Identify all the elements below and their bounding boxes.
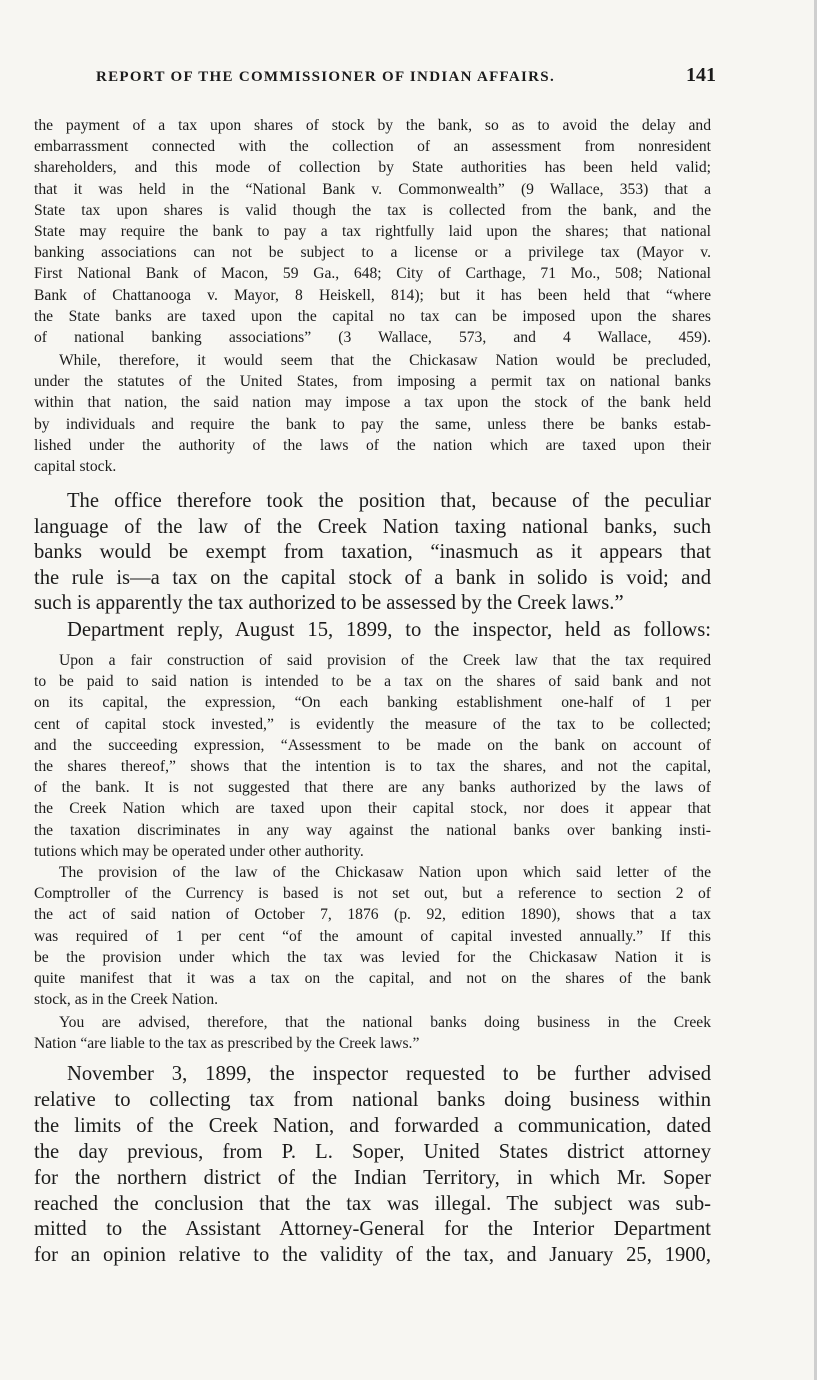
text-line: shareholders, and this mode of collection by State authorities has been held valid; — [34, 159, 711, 177]
header-title: REPORT OF THE COMMISSIONER OF INDIAN AFFAIRS. — [96, 69, 555, 85]
paragraph-november-request — [34, 1062, 711, 1269]
text-line: for the northern district of the Indian Territory, in which Mr. Soper — [34, 1166, 711, 1189]
text-line: While, therefore, it would seem that the Chickasaw Nation would be precluded, — [58, 352, 711, 369]
text-line: and the succeeding expression, “Assessment to be made on the bank on account of — [34, 736, 711, 754]
text-line: the day previous, from P. L. Soper, United States district attorney — [34, 1140, 711, 1163]
text-line: banking associations can not be subject to a license or a privilege tax (Mayor v. — [34, 244, 711, 262]
paragraph-office-position — [34, 489, 711, 617]
text-line: First National Bank of Macon, 59 Ga., 648; City of Carthage, 71 Mo., 508; National — [34, 265, 711, 283]
text-line: the shares thereof,” shows that the intention is to tax the shares, and not the capital, — [34, 758, 711, 776]
text-line: Bank of Chattanooga v. Mayor, 8 Heiskell, 814); but it has been held that “where — [34, 286, 711, 304]
text-line: Nation “are liable to the tax as prescribed by the Creek laws.” — [34, 1035, 420, 1053]
text-line: Upon a fair construction of said provision of the Creek law that the tax required — [58, 652, 711, 669]
text-line: within that nation, the said nation may impose a tax upon the stock of the bank held — [34, 394, 711, 412]
quote-advice — [34, 1012, 711, 1054]
text-line: State tax upon shares is valid though the tax is collected from the bank, and the — [34, 201, 711, 219]
text-line: banks would be exempt from taxation, “inasmuch as it appears that — [34, 541, 711, 564]
text-line: to be paid to said nation is intended to be a tax on the shares of said bank and not — [34, 673, 711, 691]
text-line: November 3, 1899, the inspector requested to be further advised — [66, 1063, 711, 1085]
text-line: quite manifest that it was a tax on the capital, and not on the shares of the bank — [34, 970, 711, 988]
text-line: reached the conclusion that the tax was illegal. The subject was sub- — [34, 1192, 711, 1215]
text-line: the payment of a tax upon shares of stock by the bank, so as to avoid the delay and — [34, 117, 711, 134]
text-line: language of the law of the Creek Nation taxing national banks, such — [34, 515, 711, 538]
text-line: Comptroller of the Currency is based is not set out, but a reference to section 2 of — [34, 885, 711, 903]
page-number: 141 — [686, 64, 716, 86]
text-line: for an opinion relative to the validity of the tax, and January 25, 1900, — [34, 1244, 711, 1267]
text-line: of national banking associations” (3 Wallace, 573, and 4 Wallace, 459). — [34, 329, 711, 347]
text-line: the Creek Nation which are taxed upon their capital stock, nor does it appear that — [34, 800, 711, 818]
text-line: The office therefore took the position that, because of the peculiar — [66, 490, 711, 512]
text-line: lished under the authority of the laws of the nation which are taxed upon their — [34, 436, 711, 454]
text-line: the taxation discriminates in any way against the national banks over banking insti- — [34, 821, 711, 839]
text-line: tutions which may be operated under other authority. — [34, 842, 364, 860]
paragraph-department-reply — [34, 618, 711, 644]
text-line: be the provision under which the tax was levied for the Chickasaw Nation it is — [34, 948, 711, 966]
text-line: embarrassment connected with the collection of an assessment from nonresident — [34, 138, 711, 156]
text-line: by individuals and require the bank to pay the same, unless there be banks estab- — [34, 415, 711, 433]
text-line: the limits of the Creek Nation, and forwarded a communication, dated — [34, 1114, 711, 1137]
text-line: Department reply, August 15, 1899, to the inspector, held as follows: — [66, 619, 711, 641]
text-line: State may require the bank to pay a tax rightfully laid upon the shares; that national — [34, 223, 711, 241]
running-header — [96, 64, 716, 87]
text-line: the act of said nation of October 7, 1876 (p. 92, edition 1890), shows that a tax — [34, 906, 711, 924]
text-line: that it was held in the “National Bank v. Commonwealth” (9 Wallace, 353) that a — [34, 180, 711, 198]
text-line: relative to collecting tax from national banks doing business within — [34, 1088, 711, 1111]
paragraph-bank-tax-precedents — [34, 115, 711, 348]
quote-creek-law-construction — [34, 650, 711, 862]
text-line: cent of capital stock invested,” is evidently the measure of the tax to be collected; — [34, 715, 711, 733]
paragraph-chickasaw-nation — [34, 350, 711, 477]
text-line: the State banks are taxed upon the capital no tax can be imposed upon the shares — [34, 307, 711, 325]
text-line: mitted to the Assistant Attorney-General for the Interior Department — [34, 1218, 711, 1241]
text-line: on its capital, the expression, “On each banking establishment one-half of 1 per — [34, 694, 711, 712]
text-line: stock, as in the Creek Nation. — [34, 991, 219, 1009]
text-line: the rule is—a tax on the capital stock of a bank in solido is void; and — [34, 566, 711, 589]
text-line: capital stock. — [34, 458, 117, 476]
text-line: was required of 1 per cent “of the amount of capital invested annually.” If this — [34, 927, 711, 945]
quote-chickasaw-provision — [34, 862, 711, 1010]
text-line: of the bank. It is not suggested that there are any banks authorized by the laws of — [34, 779, 711, 797]
text-line: such is apparently the tax authorized to be assessed by the Creek laws.” — [34, 592, 624, 615]
text-line: You are advised, therefore, that the national banks doing business in the Creek — [58, 1014, 711, 1031]
text-line: under the statutes of the United States, from imposing a permit tax on national banks — [34, 373, 711, 391]
text-line: The provision of the law of the Chickasaw Nation upon which said letter of the — [58, 864, 711, 881]
